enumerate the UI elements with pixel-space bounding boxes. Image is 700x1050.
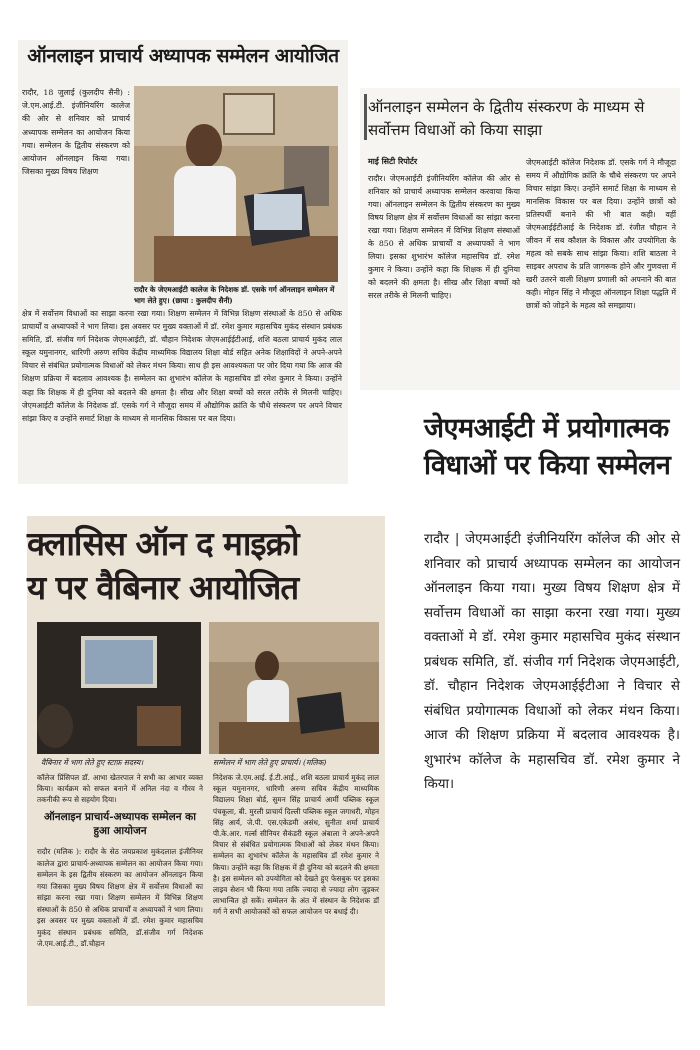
clip1-photo-caption: रादौर के जेएमआईटी कालेज के निदेशक डॉ. एसके गर्ग ऑनलाइन सम्मेलन में भाग लेते हुए। (छाया : कुलदीप सैनी) <box>134 285 335 305</box>
clip4-caption-right: सम्मेलन में भाग लेते हुए प्राचार्य। (मलिक) <box>213 758 327 767</box>
clip4-photo-principal-laptop <box>209 622 379 754</box>
clip3-body-text: रादौर | जेएमआईटी इंजीनियरिंग कॉलेज की ओर से शनिवार को प्राचार्य अध्यापक सम्मेलन का आयोजन ऑनलाइन किया गया। मुख्य विषय शिक्षण क्षेत्र में सर्वोत्तम विधाओं का साझा करना रखा गया। मुख्य वक्ताओं मे डॉ. रमेश कुमार महासचिव मुकंद संस्थान प्रबंधक समिति, डॉ. संजीव गर्ग निदेशक जेएमआईटी, डॉ. चौहान निदेशक जेएमआईईटीआ ने विचार से संबंधित प्रयोगात्मक विधाओं को लेकर मंथन किया। आज की शिक्षण प्रक्रिया में बदलाव आवश्यक है। शुभारंभ कॉलेज के महासचिव डॉ. रमेश कुमार ने किया। <box>424 532 680 792</box>
clip1-body-text: क्षेत्र में सर्वोत्तम विधाओं का साझा करना रखा गया। शिक्षण सम्मेलन में विभिन्न शिक्षण संस्थाओं के 850 से अधिक प्राचार्यों व अध्यापकों ने भाग लिया। इस अवसर पर मुख्य वक्ताओं में डॉ. रमेश कुमार महासचिव मुकंद संस्थान प्रबंधक समिति, डॉ. संजीव गर्ग निदेशक जेएमआईटी, डॉ. चौहान निदेशक जेएमआईईटीआई, शशि बठला प्राचार्य मुकंद लाल स्कूल यमुनानगर, धारिणी अरुण सचिव केंद्रीय माध्यमिक विद्यालय शिक्षा बोर्ड सहित अनेक शिक्षाविदों ने अपने-अपने विचार से संबंधित प्रयोगात्मक विधाओं को लेकर मंथन किया। साथ ही इस आवश्यकता पर जोर दिया गया कि आज की शिक्षण प्रक्रिया में बदलाव आवश्यक है। सम्मेलन का शुभारंभ कॉलेज के महासचिव डॉ रमेश कुमार ने किया। उन्होंने कहा कि शिक्षक में ही दुनिया को बदलने की क्षमता है। सीख और शिक्षा बच्चों को सरल तरीके से मिलनी चाहिए। जेएमआईटी कॉलेज के निदेशक डॉ. एसके गर्ग ने मौजूदा समय में औद्योगिक क्रांति के चौथे संस्करण पर अपने विचार सांझा किए व उन्होंने समार्ट शिक्षा के माध्यम से मानसिक विकास पर बल दिया। <box>22 309 342 423</box>
clip1-photo-director-laptop <box>134 86 338 282</box>
clip1-lead-text: रादौर, 18 जुलाई (कुलदीप सैनी) : जे.एम.आई.टी. इंजीनियरिंग कालेज की ओर से शनिवार को प्राचार्य अध्यापक सम्मेलन का आयोजन किया गया। सम्मेलन के द्वितीय संस्करण को आयोजन ऑनलाइन किया गया। जिसका मुख्य विषय शिक्षण <box>22 88 130 177</box>
clip4-headline-line-1: क्लासिस ऑन द माइक्रो <box>27 524 299 563</box>
clip4-headline-line-2: य पर वैबिनार आयोजित <box>27 568 299 607</box>
clip2-accent-rule <box>364 94 367 140</box>
news-clipping-3 <box>420 410 682 792</box>
clip2-column-2: जेएमआईटी कॉलेज निदेशक डॉ. एसके गर्ग ने मौजूदा समय में औद्योगिक क्रांति के चौथे संस्करण पर अपने विचार सांझा किए। उन्होंने समार्ट शिक्षा के माध्यम से मानसिक विकास पर बल दिया। उन्होंने छात्रों को प्रतिस्पर्धी बनाने की भी बात कही। वहीं जेएमआईईटीआई के निदेशक डॉ. रंजीत चौहान ने जीवन में सब कौशल के विकास और उपयोगिता के महत्व को सबके साथ सांझा किया। शशि बाठला ने साइबर अपराध के प्रति जागरूक होने और गुणवत्ता में खरी उतरने वाली शिक्षण प्रणाली को अपनाने की बात कही। मोहन सिंह ने मौजूदा ऑनलाइन शिक्षा पद्धति में छात्रों को जोड़ने के महत्व को समझाया। <box>526 158 676 310</box>
office-scene-image <box>134 86 338 282</box>
clip2-byline: माई सिटी रिपोर्टर <box>368 156 418 166</box>
clip4-photo-webinar-screen <box>37 622 201 754</box>
clip1-headline: ऑनलाइन प्राचार्य अध्यापक सम्मेलन आयोजित <box>27 45 339 67</box>
clip4-lead-left: कॉलेज प्रिंसिपल डॉ. आभा खेतरपाल ने सभी का आभार व्यक्त किया। कार्यक्रम को सफल बनाने में अनिल नंदा व गौरव ने तकनीकी रूप से सहयोग दिया। <box>37 773 203 805</box>
principal-office-image <box>209 622 379 754</box>
clip4-caption-left: वैबिनार में भाग लेते हुए स्टाफ़ सदस्य। <box>41 758 144 767</box>
clip4-body-right: निदेशक जे.एम.आई. ई.टी.आई., शशि बठला प्राचार्य मुकंद लाल स्कूल यमुनानगर, धारिणी अरुण सचिव केंद्रीय माध्यमिक विद्यालय शिक्षा बोर्ड, सुमन सिंह प्राचार्य आर्मी पब्लिक स्कूल पंचकूला, बी. मुरली प्राचार्य दिल्ली पब्लिक स्कूल जगाधरी, मोहन सिंह आर्य, जे.पी. एस.एकेडमी असंध, सुनीता शर्मा प्राचार्य पी.के.आर. गर्ल्स सीनियर सैकंडरी स्कूल अंबाला ने अपने-अपने विचार से संबंधित प्रयोगात्मक विधाओं को लेकर मंथन किया। सम्मेलन का शुभारंभ कॉलेज के महासचिव डॉ रमेश कुमार ने किया। उन्होंने कहा कि शिक्षक में ही दुनिया को बदलने की क्षमता है। इस सम्मेलन को उपयोगिता को देखते हुए फेसबुक पर इसका लाइव सेशन भी किया गया ताकि ज्यादा से ज्यादा लोग जुड़कर लाभान्वित हो सकें। सम्मेलन के अंत में संस्थान के निदेशक डॉ गर्ग ने सभी आयोजकों को सफल आयोजन पर बधाई दी। <box>213 773 379 917</box>
news-clipping-2 <box>360 88 680 390</box>
webinar-screen-image <box>37 622 201 754</box>
news-clipping-1 <box>18 40 348 484</box>
clip4-body-left: रादौर (मलिक ): रादौर के सेठ जयप्रकाश मुकंदलाल इंजीनियर कालेज द्वारा प्राचार्य-अध्यापक सम्मेलन का आयोजन किया गया। सम्मेलन के इस द्वितीय संस्करण का आयोजन ऑनलाइन किया गया जिसका मुख्य विषय शिक्षण क्षेत्र में सर्वोत्तम विधाओं का सांझा करना रखा गया। शिक्षण सम्मेलन में विभिन्न शिक्षण संस्थाओं के 850 से अधिक प्राचार्यों व अध्यापकों ने भाग लिया। इस अवसर पर मुख्य वक्ताओं में डॉ. रमेश कुमार महासचिव मुकंद संस्थान प्रबंधक समिति, डॉ.संजीव गर्ग निदेशक जे.एम.आई.टी., डॉ.चौहान <box>37 847 203 948</box>
clip4-subheadline: ऑनलाइन प्राचार्य-अध्यापक सम्मेलन का हुआ आयोजन <box>44 811 196 837</box>
clip3-headline: जेएमआईटी में प्रयोगात्मक विधाओं पर किया सम्मेलन <box>424 413 671 481</box>
clip2-column-1: रादौर। जेएमआईटी इंजीनियरिंग कॉलेज की ओर से शनिवार को प्राचार्य अध्यापक सम्मेलन करवाया किया गया। ऑनलाइन सम्मेलन के द्वितीय संस्करण का मुख्य विषय शिक्षण क्षेत्र में सर्वोत्तम विधाओं का सांझा करना रखा गया। शिक्षण सम्मेलन में विभिन्न शिक्षण संस्थाओं के 850 से अधिक प्राचार्यों व अध्यापकों ने भाग लिया। इसका शुभारंभ कॉलेज महासचिव डॉ. रमेश कुमार ने किया। उन्होंने कहा कि शिक्षक में ही दुनिया को बदलने की क्षमता है। सीख और शिक्षा बच्चों को सरल तरीके से मिलनी चाहिए। <box>368 174 520 300</box>
clip2-headline: ऑनलाइन सम्मेलन के द्वितीय संस्करण के माध्यम से सर्वोत्तम विधाओं को किया साझा <box>368 98 645 139</box>
news-clipping-4 <box>27 516 385 1006</box>
